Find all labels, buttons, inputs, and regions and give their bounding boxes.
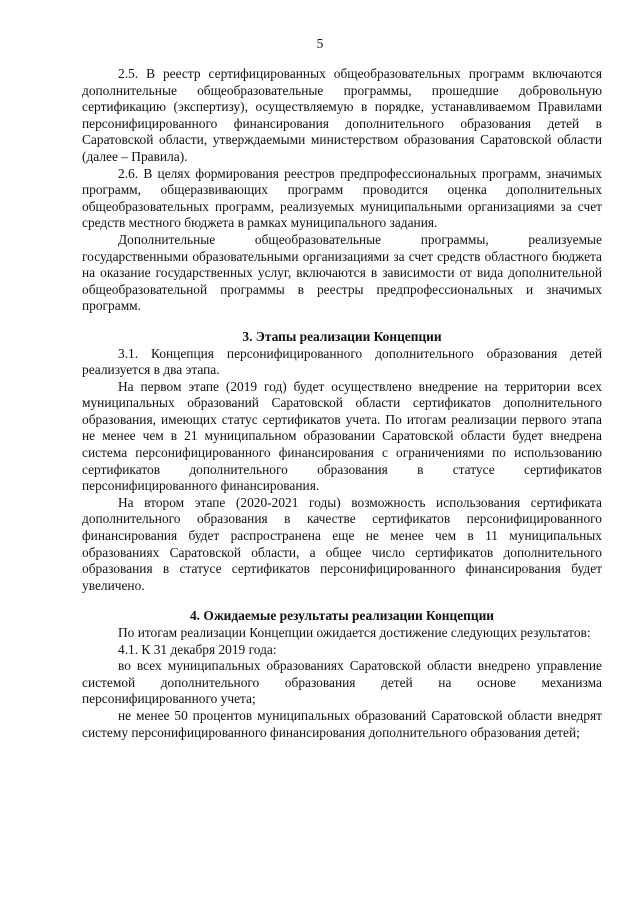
paragraph-4-1: 4.1. К 31 декабря 2019 года: bbox=[118, 641, 277, 657]
document-body bbox=[82, 66, 602, 741]
section-3-heading: 3. Этапы реализации Концепции bbox=[242, 328, 442, 344]
paragraph-2-5: 2.5. В реестр сертифицированных общеобразовательных программ включаются дополнительные общеобразовательные программы, прошедшие добровольную сертификацию (экспертизу), осуществляемую в порядке, устанавливаемом Правилами персонифицированного финансирования дополнительного образования детей в Саратовской области, утверждаемыми министерством образования Саратовской области (далее – Правила). bbox=[82, 66, 602, 164]
paragraph-stage-two: На втором этапе (2020-2021 годы) возможность использования сертификата дополнительного образования в качестве сертификатов персонифицированного финансирования будет распространена еще не менее чем в 11 муниципальных образованиях Саратовской области, а общее число сертификатов дополнительного образования в статусе сертификатов персонифицированного финансирования будет увеличено. bbox=[82, 494, 602, 593]
paragraph-additional-programs: Дополнительные общеобразовательные программы, реализуемые государственными образовательными организациями за счет средств областного бюджета на оказание государственных услуг, включаются в зависимости от вида дополнительной общеобразовательной программы в реестры предпрофессиональных и значимых программ. bbox=[82, 231, 602, 314]
paragraph-3-1: 3.1. Концепция персонифицированного дополнительного образования детей реализуется в два этапа. bbox=[82, 345, 602, 378]
paragraph-2-6: 2.6. В целях формирования реестров предпрофессиональных программ, значимых программ, общеразвивающих программ проводится оценка дополнительных общеобразовательных программ, реализуемых муниципальными организациями за счет средств местного бюджета в рамках муниципального задания. bbox=[82, 165, 602, 231]
paragraph-result-item-1: во всех муниципальных образованиях Саратовской области внедрено управление системой дополнительного образования детей на основе механизма персонифицированного учета; bbox=[82, 658, 602, 707]
spacer bbox=[82, 315, 602, 329]
section-4-heading: 4. Ожидаемые результаты реализации Концепции bbox=[189, 608, 495, 624]
spacer bbox=[82, 594, 602, 608]
paragraph-result-item-2: не менее 50 процентов муниципальных образований Саратовской области внедрят систему персонифицированного финансирования дополнительного образования детей; bbox=[82, 707, 602, 740]
page-number: 5 bbox=[316, 36, 324, 51]
paragraph-stage-one: На первом этапе (2019 год) будет осуществлено внедрение на территории всех муниципальных образований Саратовской области сертификатов дополнительного образования, имеющих статус сертификатов учета. По итогам реализации первого этапа не менее чем в 21 муниципальном образовании Саратовской области будет внедрена система персонифицированного финансирования с ограничениями по использованию сертификатов дополнительного образования в статусе сертификатов персонифицированного финансирования. bbox=[82, 378, 602, 494]
paragraph-results-intro: По итогам реализации Концепции ожидается достижение следующих результатов: bbox=[118, 625, 591, 640]
